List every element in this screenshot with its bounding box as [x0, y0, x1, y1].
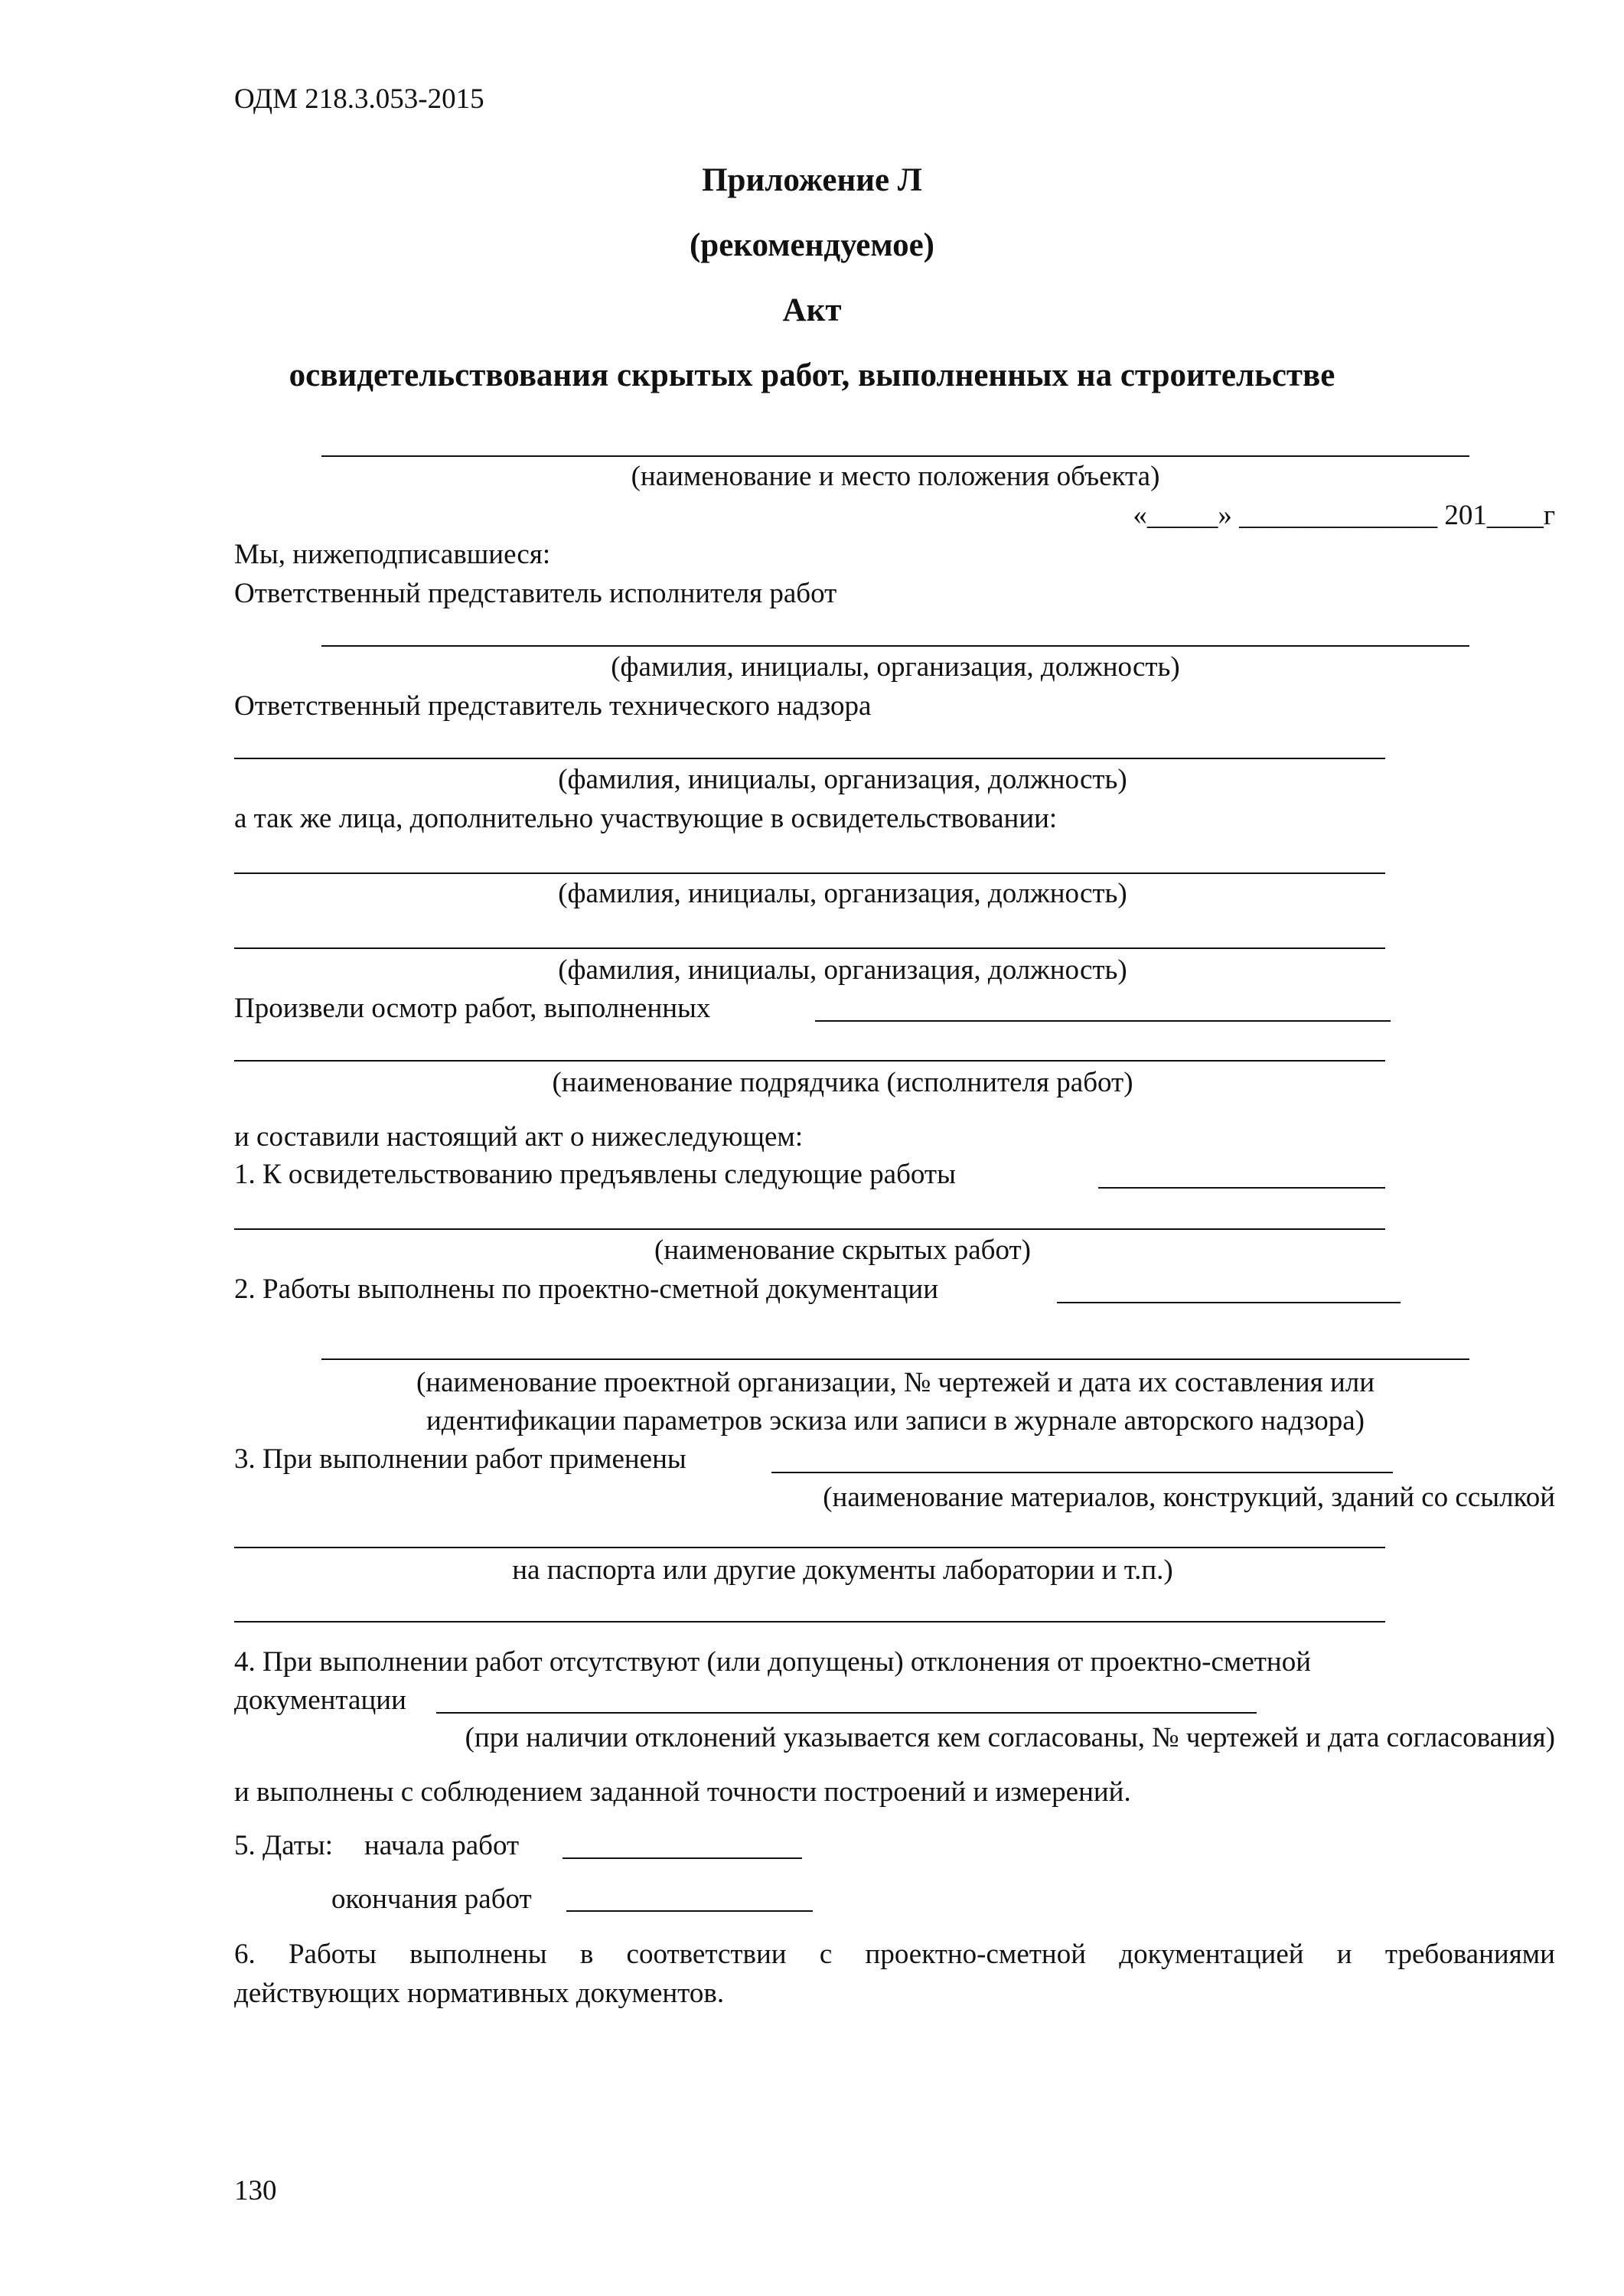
object-name-field[interactable]: [321, 455, 1469, 457]
materials-caption-line-2: на паспорта или другие документы лаборатории и т.п.): [512, 1554, 1173, 1586]
design-caption-line-1: (наименование проектной организации, № чертежей и дата их составления или: [416, 1367, 1375, 1398]
inspected-label: Произвели осмотр работ, выполненных: [234, 993, 711, 1024]
item-6-word: проектно-сметной: [865, 1939, 1087, 1970]
deviation-field[interactable]: [436, 1712, 1257, 1714]
page-number: 130: [234, 2175, 277, 2206]
act-subject: освидетельствования скрытых работ, выполненных на строительстве: [289, 357, 1335, 393]
item-6-word: 6.: [234, 1939, 256, 1970]
materials-caption-line-1: (наименование материалов, конструкций, зданий со ссылкой: [823, 1482, 1555, 1513]
additional-person-1-field[interactable]: [234, 872, 1385, 874]
item-6-word: Работы: [288, 1939, 377, 1970]
item-6-word: в: [579, 1939, 594, 1970]
start-date-field[interactable]: [563, 1857, 802, 1859]
also-persons-label: а так же лица, дополнительно участвующие в освидетельствовании:: [234, 803, 1058, 834]
item-6-word: соответствии: [626, 1939, 787, 1970]
additional-person-2-caption: (фамилия, инициалы, организация, должность): [558, 954, 1127, 986]
date-field[interactable]: «_____» ______________ 201____г: [1133, 500, 1555, 531]
item-6-word: выполнены: [409, 1939, 547, 1970]
contractor-rep-field[interactable]: [321, 645, 1469, 647]
item-6-word: и: [1336, 1939, 1352, 1970]
end-date-label: окончания работ: [331, 1883, 532, 1915]
supervision-rep-field[interactable]: [234, 758, 1385, 759]
object-name-caption: (наименование и место положения объекта): [631, 461, 1160, 492]
contractor-name-caption: (наименование подрядчика (исполнителя работ): [552, 1067, 1133, 1098]
item-4-line-1: 4. При выполнении работ отсутствуют (или допущены) отклонения от проектно-сметной: [234, 1646, 1312, 1678]
we-undersigned-label: Мы, нижеподписавшиеся:: [234, 539, 551, 570]
item-6-line-1: [234, 1940, 1555, 1968]
appendix-status: (рекомендуемое): [689, 227, 934, 263]
item-5-label: 5. Даты:: [234, 1830, 334, 1861]
materials-field[interactable]: [234, 1547, 1385, 1548]
item-6-word: документацией: [1119, 1939, 1304, 1970]
item-6-word: с: [819, 1939, 833, 1970]
start-date-label: начала работ: [364, 1830, 520, 1861]
item-6-line-2: действующих нормативных документов.: [234, 1978, 725, 2009]
supervision-rep-caption: (фамилия, инициалы, организация, должность): [558, 764, 1127, 795]
materials-field-2[interactable]: [234, 1621, 1385, 1623]
act-title: Акт: [782, 292, 842, 328]
additional-person-2-field[interactable]: [234, 947, 1385, 949]
appendix-title: Приложение Л: [702, 162, 922, 198]
supervision-rep-label: Ответственный представитель технического надзора: [234, 690, 872, 722]
item-3-field[interactable]: [771, 1472, 1393, 1473]
item-1-field[interactable]: [1098, 1187, 1385, 1189]
item-2-field[interactable]: [1057, 1302, 1401, 1303]
deviation-caption: (при наличии отклонений указывается кем согласованы, № чертежей и дата согласования): [465, 1722, 1555, 1753]
additional-person-1-caption: (фамилия, инициалы, организация, должность): [558, 878, 1127, 909]
item-3-label: 3. При выполнении работ применены: [234, 1443, 686, 1475]
contractor-name-field[interactable]: [234, 1060, 1385, 1062]
hidden-works-field[interactable]: [234, 1228, 1385, 1230]
item-4-line-2: документации: [234, 1684, 406, 1716]
document-code: ОДМ 218.3.053-2015: [234, 83, 484, 115]
end-date-field[interactable]: [566, 1910, 813, 1912]
item-6-word: требованиями: [1384, 1939, 1555, 1970]
accuracy-statement: и выполнены с соблюдением заданной точности построений и измерений.: [234, 1776, 1131, 1808]
inspected-works-field[interactable]: [815, 1020, 1391, 1022]
hidden-works-caption: (наименование скрытых работ): [654, 1234, 1031, 1266]
design-org-field[interactable]: [321, 1358, 1469, 1360]
contractor-rep-label: Ответственный представитель исполнителя работ: [234, 578, 837, 609]
item-1-label: 1. К освидетельствованию предъявлены следующие работы: [234, 1159, 956, 1190]
item-2-label: 2. Работы выполнены по проектно-сметной документации: [234, 1274, 939, 1305]
design-caption-line-2: идентификации параметров эскиза или записи в журнале авторского надзора): [426, 1405, 1365, 1437]
compiled-label: и составили настоящий акт о нижеследующем:: [234, 1121, 804, 1153]
contractor-rep-caption: (фамилия, инициалы, организация, должность): [611, 651, 1180, 683]
